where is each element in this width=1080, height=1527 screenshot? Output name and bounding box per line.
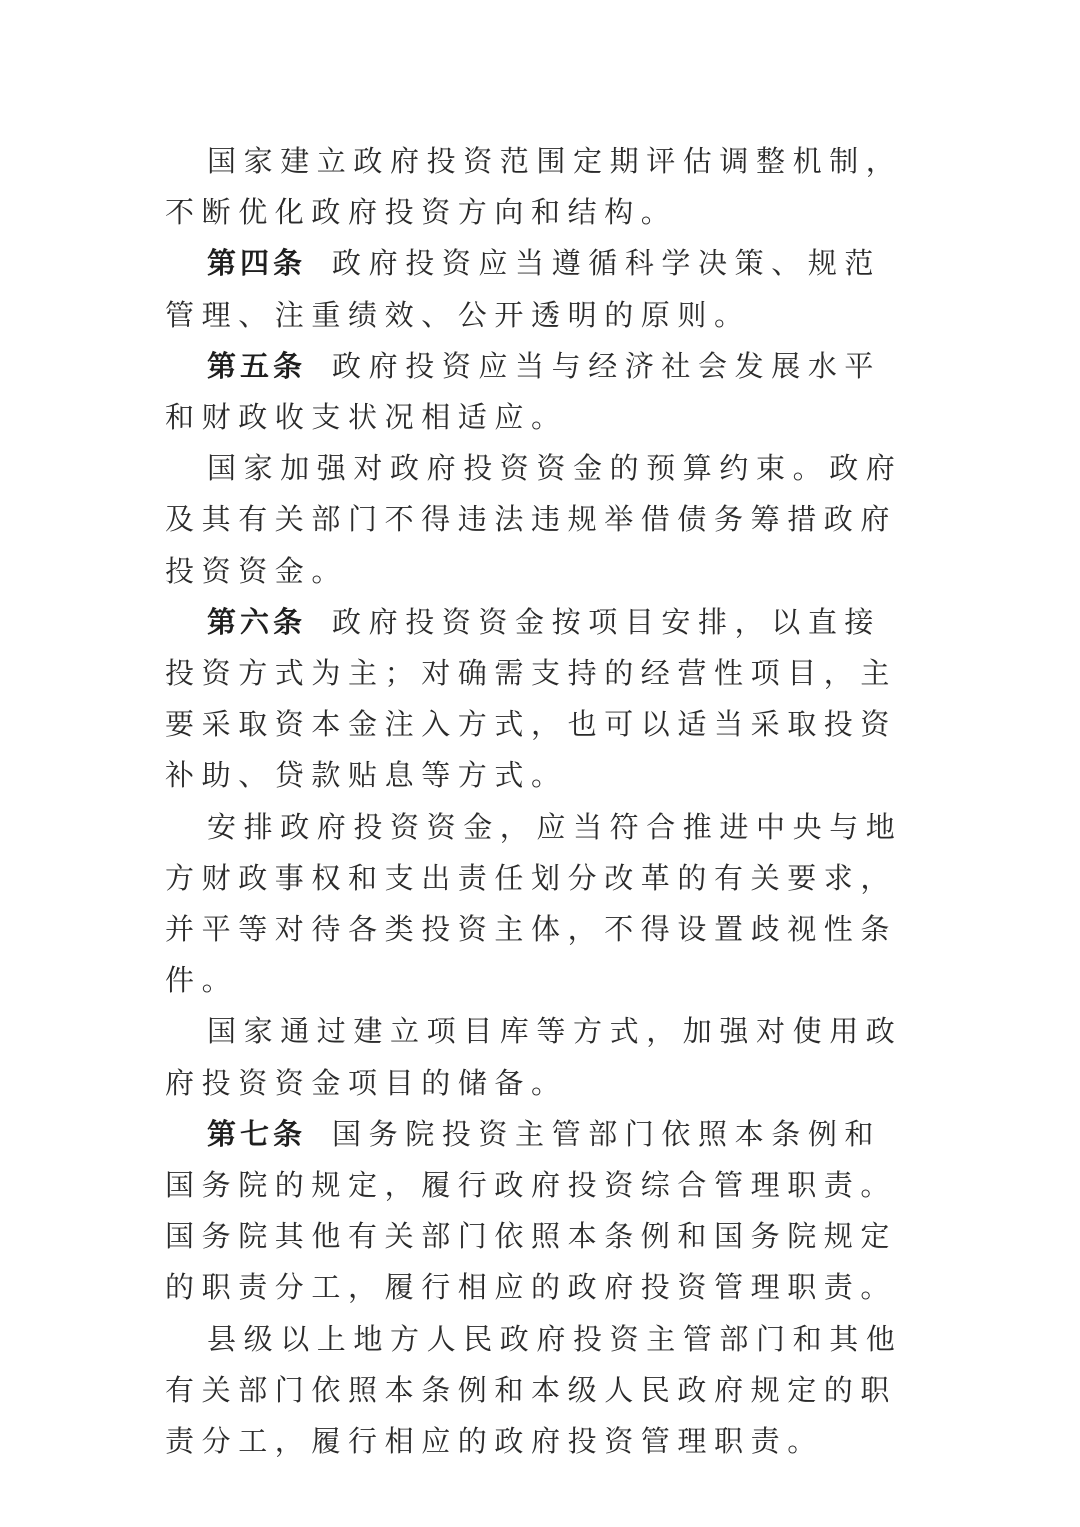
article-label: 第七条 <box>207 1116 307 1151</box>
paragraph-text: 政府投资应当与经济社会发展水平和财政收支状况相适应。 <box>165 348 882 435</box>
paragraph-text: 国家通过建立项目库等方式，加强对使用政府投资资金项目的储备。 <box>165 1014 903 1100</box>
document-body <box>165 136 917 1467</box>
paragraph-text: 国务院投资主管部门依照本条例和国务院的规定，履行政府投资综合管理职责。国务院其他有关部门依照本条例和国务院规定的职责分工，履行相应的政府投资管理职责。 <box>165 1116 898 1305</box>
paragraph-text: 政府投资资金按项目安排，以直接投资方式为主；对确需支持的经营性项目，主要采取资本金注入方式，也可以适当采取投资补助、贷款贴息等方式。 <box>165 604 898 793</box>
paragraph-fund-arrangement <box>165 802 917 1007</box>
paragraph-text: 县级以上地方人民政府投资主管部门和其他有关部门依照本条例和本级人民政府规定的职责分工，履行相应的政府投资管理职责。 <box>165 1321 903 1459</box>
paragraph-scope-evaluation <box>165 136 917 238</box>
article-label: 第五条 <box>207 348 307 383</box>
article-7 <box>165 1109 917 1314</box>
paragraph-project-library <box>165 1006 917 1108</box>
article-6 <box>165 597 917 802</box>
article-label: 第四条 <box>207 246 307 281</box>
article-5 <box>165 341 917 443</box>
paragraph-text: 国家建立政府投资范围定期评估调整机制，不断优化政府投资方向和结构。 <box>165 144 903 230</box>
paragraph-local-authorities <box>165 1314 917 1468</box>
paragraph-budget-constraint <box>165 443 917 597</box>
paragraph-text: 国家加强对政府投资资金的预算约束。政府及其有关部门不得违法违规举借债务筹措政府投资资金。 <box>165 451 903 588</box>
article-4 <box>165 238 917 340</box>
paragraph-text: 安排政府投资资金，应当符合推进中央与地方财政事权和支出责任划分改革的有关要求，并平等对待各类投资主体，不得设置歧视性条件。 <box>165 809 903 998</box>
article-label: 第六条 <box>207 604 307 639</box>
paragraph-text: 政府投资应当遵循科学决策、规范管理、注重绩效、公开透明的原则。 <box>165 246 882 332</box>
